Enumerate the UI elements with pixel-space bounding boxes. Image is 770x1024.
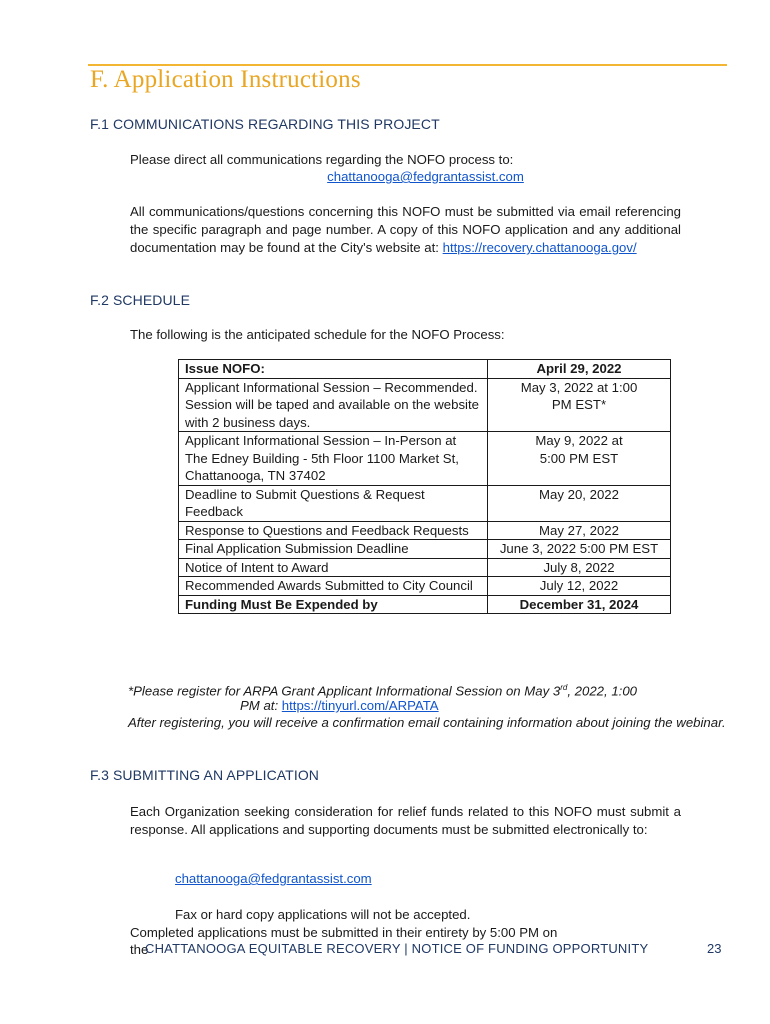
schedule-event: Funding Must Be Expended by	[179, 595, 488, 614]
registration-link[interactable]: https://tinyurl.com/ARPATA	[281, 698, 439, 713]
section-heading-f1: F.1 COMMUNICATIONS REGARDING THIS PROJECT	[90, 116, 440, 132]
f3-email-link[interactable]: chattanooga@fedgrantassist.com	[175, 871, 372, 886]
f2-intro: The following is the anticipated schedule for the NOFO Process:	[130, 327, 505, 342]
f3-the-word: the	[130, 942, 149, 957]
f3-completed-note: Completed applications must be submitted in their entirety by 5:00 PM on	[130, 925, 558, 940]
f3-email-line	[175, 871, 372, 886]
schedule-date: July 12, 2022	[488, 577, 671, 596]
schedule-date: May 27, 2022	[488, 521, 671, 540]
f3-body: Each Organization seeking consideration for relief funds related to this NOFO must submit a response. All applications and supporting documents must be submitted electronically to:	[130, 804, 681, 837]
schedule-event: Notice of Intent to Award	[179, 558, 488, 577]
f1-body	[130, 203, 681, 257]
registration-link-line	[240, 697, 640, 715]
schedule-table	[178, 359, 671, 614]
schedule-date: July 8, 2022	[488, 558, 671, 577]
table-row	[179, 360, 671, 379]
f1-body-text: All communications/questions concerning this NOFO must be submitted via email referencing the specific paragraph and page number. A copy of this NOFO application and any additional documentation may be found at the City's website at:	[130, 204, 681, 255]
schedule-date: December 31, 2024	[488, 595, 671, 614]
f1-intro: Please direct all communications regarding the NOFO process to:	[130, 152, 514, 167]
note-pm-label: PM at:	[240, 698, 279, 713]
section-heading-f2: F.2 SCHEDULE	[90, 292, 191, 308]
note-superscript: rd	[560, 683, 568, 692]
schedule-event: Deadline to Submit Questions & Request Feedback	[179, 485, 488, 521]
table-row	[179, 540, 671, 559]
schedule-date: June 3, 2022 5:00 PM EST	[488, 540, 671, 559]
schedule-event: Applicant Informational Session – Recommended. Session will be taped and available on the website with 2 business days.	[179, 378, 488, 432]
f3-fax-note: Fax or hard copy applications will not be accepted.	[175, 907, 471, 922]
schedule-date: May 20, 2022	[488, 485, 671, 521]
note-text-date: , 2022, 1:00	[567, 683, 638, 699]
table-row	[179, 577, 671, 596]
table-row	[179, 521, 671, 540]
table-row	[179, 378, 671, 432]
table-row	[179, 558, 671, 577]
page-title: F. Application Instructions	[90, 66, 361, 93]
f1-email-link[interactable]: chattanooga@fedgrantassist.com	[327, 169, 524, 184]
footer-title: CHATTANOOGA EQUITABLE RECOVERY | NOTICE OF FUNDING OPPORTUNITY	[145, 941, 649, 956]
schedule-event: Final Application Submission Deadline	[179, 540, 488, 559]
schedule-date: May 3, 2022 at 1:00 PM EST*	[488, 378, 671, 432]
schedule-event: Response to Questions and Feedback Requests	[179, 521, 488, 540]
schedule-event: Recommended Awards Submitted to City Council	[179, 577, 488, 596]
schedule-date: April 29, 2022	[488, 360, 671, 379]
table-row	[179, 432, 671, 486]
note-text: *Please register for ARPA Grant Applicant Informational Session on May 3	[128, 683, 561, 699]
schedule-event: Issue NOFO:	[179, 360, 488, 379]
f1-website-link[interactable]: https://recovery.chattanooga.gov/	[442, 240, 637, 255]
table-row	[179, 595, 671, 614]
f1-email-line	[130, 169, 721, 184]
schedule-date: May 9, 2022 at 5:00 PM EST	[488, 432, 671, 486]
after-registering-note: After registering, you will receive a confirmation email containing information about joining the webinar.	[128, 715, 726, 730]
schedule-event: Applicant Informational Session – In-Person at The Edney Building - 5th Floor 1100 Market St, Chattanooga, TN 37402	[179, 432, 488, 486]
section-heading-f3: F.3 SUBMITTING AN APPLICATION	[90, 767, 320, 783]
page-number: 23	[707, 941, 722, 956]
table-row	[179, 485, 671, 521]
